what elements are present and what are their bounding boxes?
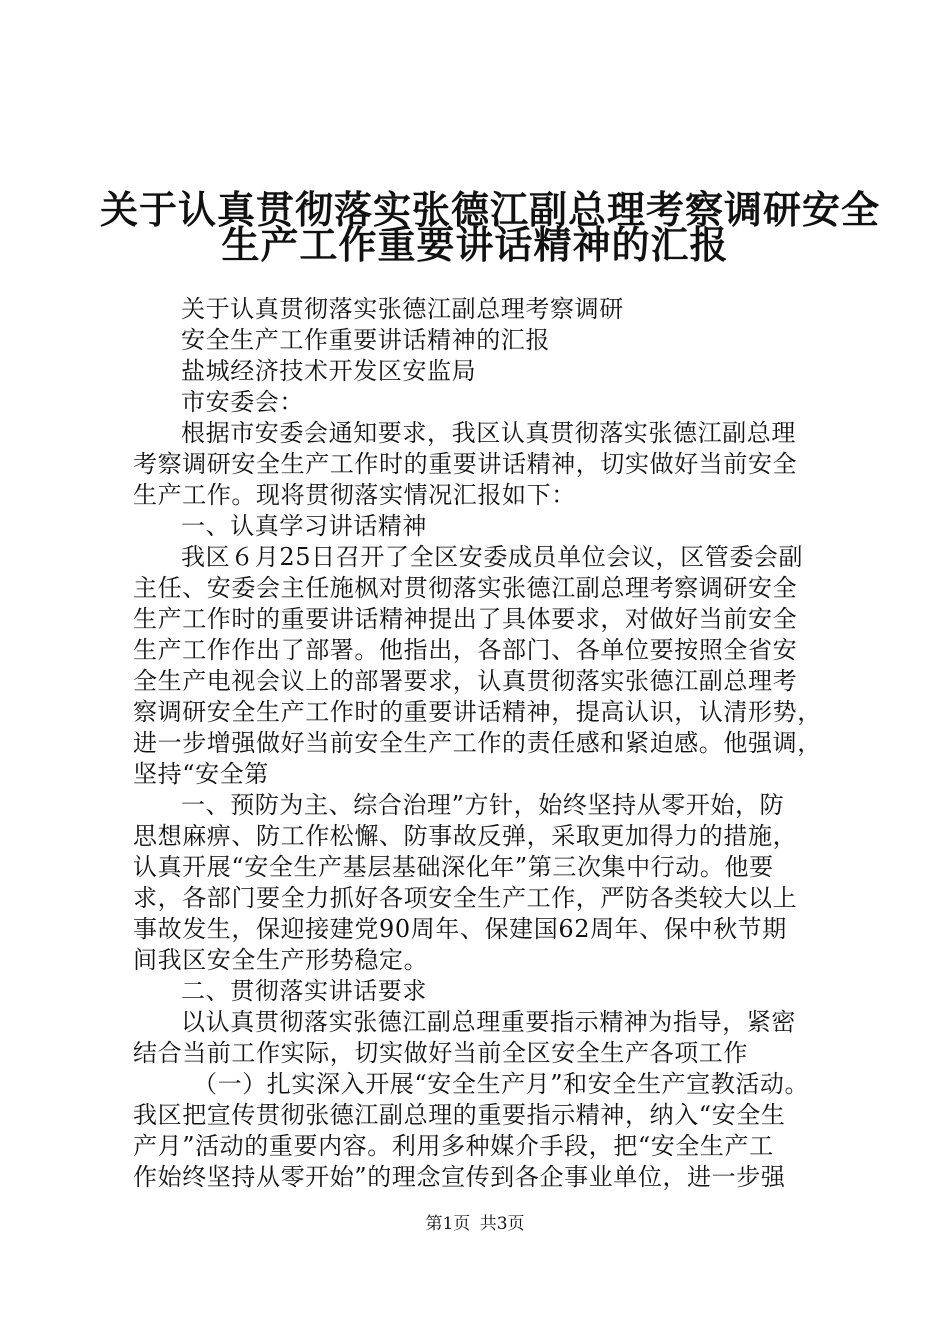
body-line: 盐城经济技术开发区安监局 xyxy=(181,357,477,385)
body-line: 生产工作时的重要讲话精神提出了具体要求，对做好当前安全 xyxy=(133,605,798,633)
body-line: 生产工作作出了部署。他指出，各部门、各单位要按照全省安 xyxy=(133,636,798,664)
page-footer xyxy=(0,1212,950,1236)
body-line: 关于认真贯彻落实张德江副总理考察调研 xyxy=(181,295,624,323)
subsection-heading: （一）扎实深入开展“安全生产月”和安全生产宣教活动。 xyxy=(193,1070,810,1098)
body-line: 结合当前工作实际，切实做好当前全区安全生产各项工作 xyxy=(133,1039,748,1067)
body-line: 坚持“安全第 xyxy=(133,760,269,788)
body-line: 我区６月25日召开了全区安委成员单位会议，区管委会副 xyxy=(181,543,804,571)
section-heading: 二、贯彻落实讲话要求 xyxy=(181,977,427,1005)
body-line: 产月”活动的重要内容。利用多种媒介手段，把“安全生产工 xyxy=(133,1132,774,1160)
body-line: 进一步增强做好当前安全生产工作的责任感和紧迫感。他强调， xyxy=(133,729,822,757)
page-total: 共3页 xyxy=(479,1214,525,1234)
section-heading: 一、认真学习讲话精神 xyxy=(181,512,427,540)
body-line: 作始终坚持从零开始”的理念宣传到各企事业单位，进一步强 xyxy=(133,1163,786,1191)
body-line: 间我区安全生产形势稳定。 xyxy=(133,946,429,974)
document-title-line-2: 生产工作重要讲话精神的汇报 xyxy=(221,223,729,267)
document-body xyxy=(133,294,833,1193)
body-line: 事故发生，保迎接建党90周年、保建国62周年、保中秋节期 xyxy=(133,915,787,943)
body-line: 我区把宣传贯彻张德江副总理的重要指示精神，纳入“安全生 xyxy=(133,1101,786,1129)
body-line: 市安委会： xyxy=(181,388,304,416)
page-number: 第1页 xyxy=(425,1214,471,1234)
document-title-line-1: 关于认真贯彻落实张德江副总理考察调研安全 xyxy=(100,188,881,232)
body-line: 主任、安委会主任施枫对贯彻落实张德江副总理考察调研安全 xyxy=(133,574,798,602)
body-line: 思想麻痹、防工作松懈、防事故反弹，采取更加得力的措施， xyxy=(133,822,798,850)
body-line: 生产工作。现将贯彻落实情况汇报如下： xyxy=(133,481,576,509)
body-line: 察调研安全生产工作时的重要讲话精神，提高认识，认清形势， xyxy=(133,698,822,726)
body-line: 根据市安委会通知要求，我区认真贯彻落实张德江副总理 xyxy=(181,419,796,447)
body-line: 认真开展“安全生产基层基础深化年”第三次集中行动。他要 xyxy=(133,853,774,881)
body-line: 考察调研安全生产工作时的重要讲话精神，切实做好当前安全 xyxy=(133,450,798,478)
body-line: 以认真贯彻落实张德江副总理重要指示精神为指导，紧密 xyxy=(181,1008,796,1036)
body-line: 一、预防为主、综合治理”方针，始终坚持从零开始，防 xyxy=(181,791,785,819)
body-line: 全生产电视会议上的部署要求，认真贯彻落实张德江副总理考 xyxy=(133,667,798,695)
body-line: 安全生产工作重要讲话精神的汇报 xyxy=(181,326,550,354)
body-line: 求，各部门要全力抓好各项安全生产工作，严防各类较大以上 xyxy=(133,884,798,912)
